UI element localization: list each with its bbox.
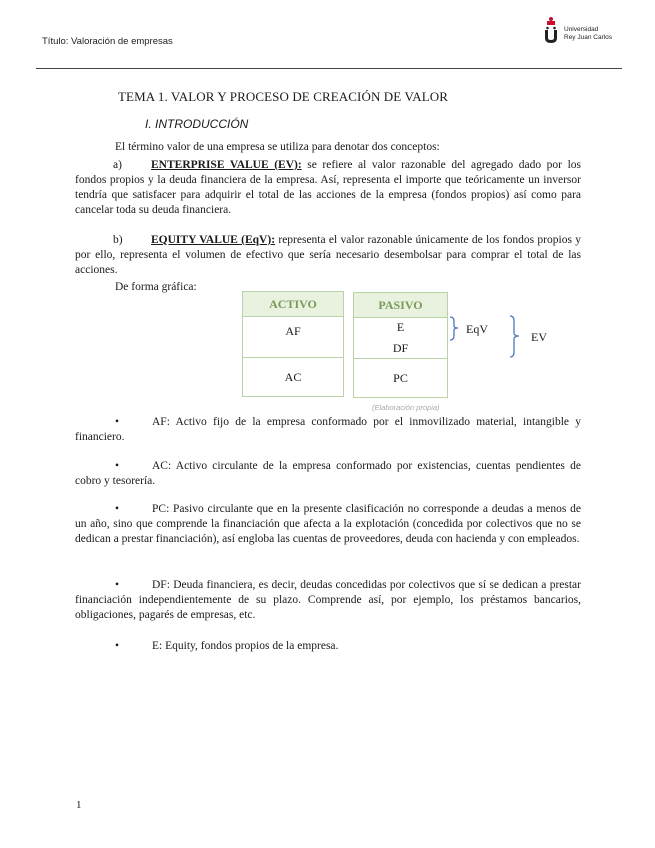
pasivo-divider <box>354 358 447 359</box>
ev-marker: a) <box>113 159 122 171</box>
bullet-symbol: • <box>115 579 120 591</box>
pasivo-e: E <box>396 320 405 334</box>
ev-paragraph <box>75 158 581 218</box>
bullet-text: E: Equity, fondos propios de la empresa. <box>152 640 339 652</box>
bullet-text: AC: Activo circulante de la empresa conformado por existencias, cuentas pendientes de cobro y tesorería. <box>75 460 581 487</box>
eqv-term: EQUITY VALUE (EqV): <box>151 234 276 246</box>
logo-line-1: Universidad <box>564 26 599 33</box>
diagram-braces <box>448 314 528 360</box>
bullet-e <box>75 639 581 654</box>
pasivo-table <box>353 292 448 398</box>
activo-header: ACTIVO <box>243 292 343 317</box>
graphic-intro: De forma gráfica: <box>115 281 197 293</box>
activo-af: AF <box>285 324 301 338</box>
bullet-symbol: • <box>115 460 120 472</box>
ev-brace-icon <box>510 316 519 357</box>
eqv-marker: b) <box>113 234 123 246</box>
university-logo <box>540 16 620 46</box>
header-divider <box>36 68 622 69</box>
section-heading: I. INTRODUCCIÓN <box>145 117 249 131</box>
bullet-ac <box>75 459 581 489</box>
bullet-symbol: • <box>115 503 120 515</box>
bullet-symbol: • <box>115 640 120 652</box>
bullet-df <box>75 578 581 623</box>
activo-table <box>242 291 344 397</box>
bullet-pc <box>75 502 581 547</box>
ev-label: EV <box>531 330 547 344</box>
urjc-logo-icon <box>540 16 562 44</box>
logo-line-2: Rey Juan Carlos <box>564 34 613 41</box>
pasivo-df: DF <box>392 341 409 355</box>
pasivo-pc: PC <box>393 371 408 385</box>
eqv-brace-icon <box>450 317 458 340</box>
activo-divider <box>243 357 343 358</box>
document-header-title: Título: Valoración de empresas <box>42 36 173 47</box>
intro-paragraph: El término valor de una empresa se utiliza para denotar dos conceptos: <box>115 141 440 153</box>
eqv-label: EqV <box>466 322 488 336</box>
activo-ac: AC <box>284 370 302 384</box>
chapter-heading: TEMA 1. VALOR Y PROCESO DE CREACIÓN DE VALOR <box>118 89 449 104</box>
ev-term: ENTERPRISE VALUE (EV): <box>151 159 302 171</box>
bullet-text: AF: Activo fijo de la empresa conformado por el inmovilizado material, intangible y financiero. <box>75 416 581 443</box>
eqv-text: representa el valor razonable únicamente de los fondos propios y por ello, representa el volumen de efectivo que sería necesario desembolsar para comprar el total de las acciones. <box>75 234 581 276</box>
pasivo-header: PASIVO <box>354 293 447 318</box>
diagram-caption: (Elaboración propia) <box>372 403 440 412</box>
bullet-af <box>75 415 581 445</box>
eqv-paragraph <box>75 233 581 278</box>
bullet-symbol: • <box>115 416 120 428</box>
bullet-text: PC: Pasivo circulante que en la presente clasificación no corresponde a deudas a menos de un año, sino que comprende la financiación que afecta a la explotación (concedida por colectivos que no se dedican a prestar financiación), así engloba las cuentas de proveedores, deuda con hacienda y con empleados. <box>75 503 581 545</box>
logo-text <box>564 26 620 42</box>
bullet-text: DF: Deuda financiera, es decir, deudas concedidas por colectivos que sí se dedican a prestar financiación independientemente de su plazo. Comprende así, por ejemplo, los préstamos bancarios, obligaciones, pagarés de empresas, etc. <box>75 579 581 621</box>
ev-text: se refiere al valor razonable del agregado dado por los fondos propios y la deuda financiera de la empresa. Así, representa el importe que teóricamente un inversor tendría que satisfacer para adquirir el total de las acciones de la empresa (fondos propios) así como para cancelar toda su deuda financiera. <box>75 159 581 216</box>
page-number: 1 <box>76 799 82 811</box>
